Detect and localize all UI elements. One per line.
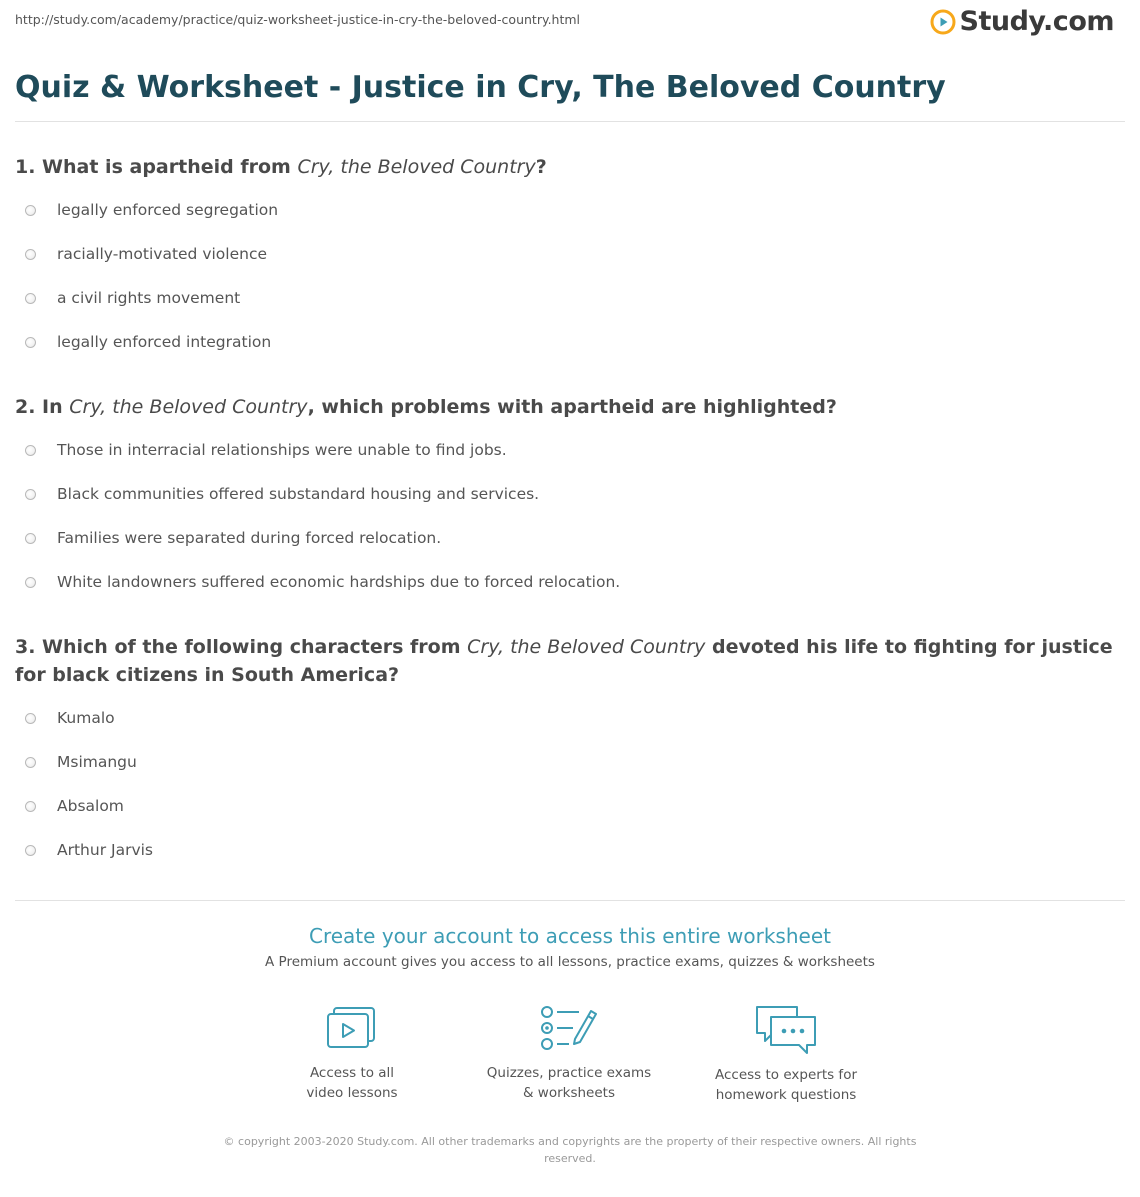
radio-button[interactable] (25, 713, 36, 724)
radio-button[interactable] (25, 337, 36, 348)
book-title: Cry, the Beloved Country (69, 396, 308, 418)
answer-option[interactable] (15, 828, 1115, 872)
answer-option[interactable] (15, 232, 1115, 276)
play-circle-logo-icon (930, 9, 956, 35)
radio-button[interactable] (25, 205, 36, 216)
signup-cta (0, 924, 1140, 970)
answer-option[interactable] (15, 516, 1115, 560)
answer-label: White landowners suffered economic hardships due to forced relocation. (57, 573, 621, 591)
answer-option[interactable] (15, 428, 1115, 472)
radio-button[interactable] (25, 845, 36, 856)
answer-label: Msimangu (57, 753, 137, 771)
answer-label: legally enforced segregation (57, 201, 279, 219)
radio-button[interactable] (25, 445, 36, 456)
feature-label: Quizzes, practice exams & worksheets (486, 1065, 652, 1101)
copyright-footer: © copyright 2003-2020 Study.com. All other trademarks and copyrights are the property of their respective owners. All rights reserved. (223, 1135, 917, 1165)
radio-button[interactable] (25, 249, 36, 260)
book-title: Cry, the Beloved Country (297, 156, 536, 178)
page-url: http://study.com/academy/practice/quiz-worksheet-justice-in-cry-the-beloved-country.html (15, 12, 581, 27)
answer-option[interactable] (15, 784, 1115, 828)
radio-button[interactable] (25, 489, 36, 500)
answer-label: Kumalo (57, 709, 115, 727)
answer-label: a civil rights movement (57, 289, 241, 307)
answer-label: Those in interracial relationships were unable to find jobs. (57, 441, 507, 459)
radio-button[interactable] (25, 801, 36, 812)
cta-divider (15, 900, 1125, 901)
logo-text: Study.com (959, 6, 1114, 37)
video-lessons-icon (324, 1003, 380, 1053)
feature-quizzes (469, 1003, 669, 1103)
question-text: 2. In Cry, the Beloved Country, which problems with apartheid are highlighted? (15, 396, 837, 418)
question-2 (15, 393, 1115, 604)
question-1 (15, 153, 1115, 364)
question-text: 1. What is apartheid from Cry, the Beloved Country? (15, 156, 547, 178)
answer-option[interactable] (15, 696, 1115, 740)
book-title: Cry, the Beloved Country (467, 636, 706, 658)
question-3 (15, 633, 1115, 872)
answer-option[interactable] (15, 740, 1115, 784)
question-text: 3. Which of the following characters from Cry, the Beloved Country devoted his life to fighting for justice for black citizens in South America? (15, 636, 1113, 686)
answer-option[interactable] (15, 188, 1115, 232)
title-divider (15, 121, 1125, 122)
radio-button[interactable] (25, 533, 36, 544)
answer-option[interactable] (15, 320, 1115, 364)
premium-features (0, 1003, 1140, 1113)
answer-label: Arthur Jarvis (57, 841, 153, 859)
cta-subheading: A Premium account gives you access to all lessons, practice exams, quizzes & worksheets (265, 954, 875, 970)
expert-chat-icon (753, 1003, 819, 1055)
radio-button[interactable] (25, 757, 36, 768)
answer-options (15, 428, 1115, 604)
study-logo[interactable] (930, 6, 1114, 37)
answer-label: legally enforced integration (57, 333, 272, 351)
feature-video-lessons (252, 1003, 452, 1103)
answer-label: racially-motivated violence (57, 245, 268, 263)
answer-option[interactable] (15, 472, 1115, 516)
answer-label: Families were separated during forced relocation. (57, 529, 442, 547)
radio-button[interactable] (25, 293, 36, 304)
answer-label: Absalom (57, 797, 124, 815)
answer-option[interactable] (15, 276, 1115, 320)
answer-options (15, 188, 1115, 364)
cta-heading[interactable]: Create your account to access this entire worksheet (309, 924, 831, 948)
feature-label: Access to experts for homework questions (714, 1067, 857, 1103)
quiz-checklist-icon (539, 1003, 599, 1053)
feature-label: Access to all video lessons (306, 1065, 398, 1101)
radio-button[interactable] (25, 577, 36, 588)
answer-options (15, 696, 1115, 872)
page-title: Quiz & Worksheet - Justice in Cry, The Beloved Country (15, 70, 946, 105)
feature-experts (686, 1003, 886, 1105)
answer-label: Black communities offered substandard housing and services. (57, 485, 540, 503)
answer-option[interactable] (15, 560, 1115, 604)
